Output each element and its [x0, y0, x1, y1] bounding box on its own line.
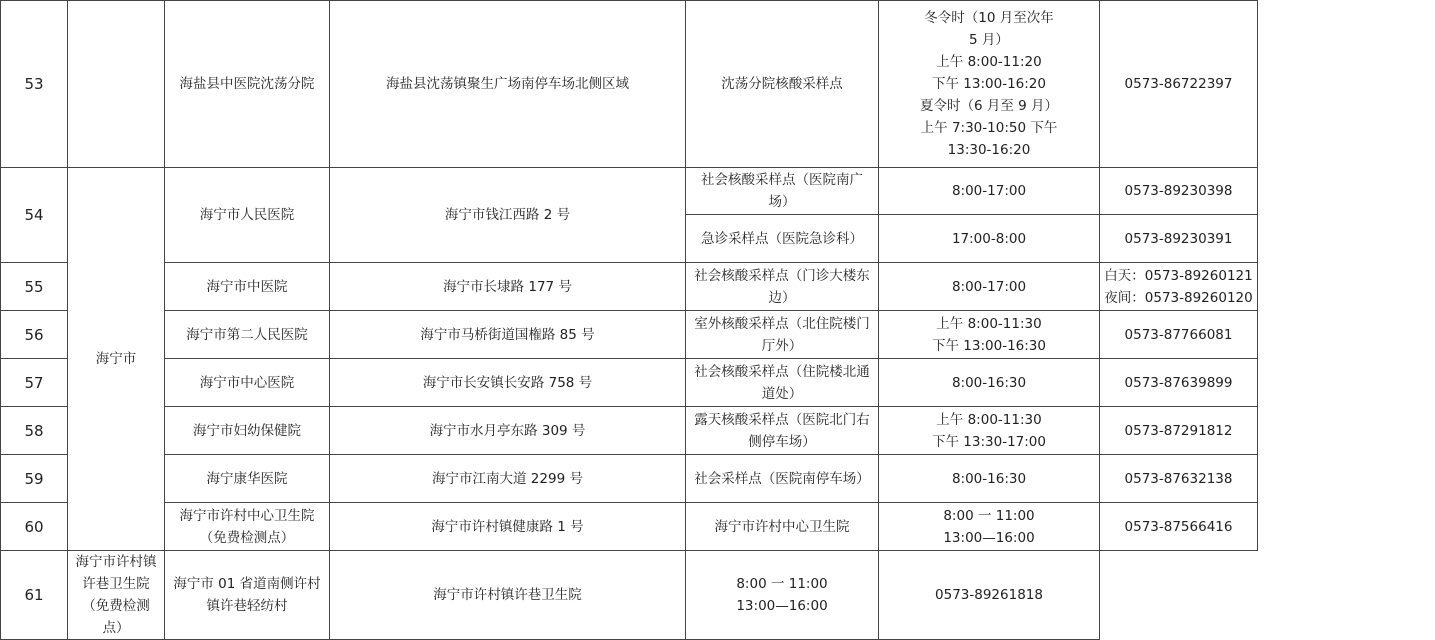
time-cell: [879, 1, 1100, 168]
site-cell: 社会核酸采样点（住院楼北通道处）: [686, 359, 879, 407]
time-cell: [879, 503, 1100, 551]
row-number: 54: [1, 168, 68, 263]
row-number: 56: [1, 311, 68, 359]
city-cell: [68, 1, 165, 168]
hospital-cell: 海宁市许村中心卫生院（免费检测点）: [165, 503, 330, 551]
time-cell: [879, 311, 1100, 359]
time-cell: 17:00-8:00: [879, 215, 1100, 263]
table-row: [1, 407, 1435, 455]
phone-cell: 0573-89261818: [879, 551, 1100, 640]
table-row: [1, 503, 1435, 551]
time-line: 冬令时（10 月至次年: [924, 10, 1054, 26]
time-line: 13:00—16:00: [943, 529, 1035, 546]
time-line: 8:00 一 11:00: [943, 507, 1035, 524]
table-row: [1, 359, 1435, 407]
hospital-cell: 海宁市中心医院: [165, 359, 330, 407]
time-line: 下午 13:00-16:30: [932, 337, 1046, 354]
table-row: [1, 455, 1435, 503]
site-cell: 露天核酸采样点（医院北门右侧停车场）: [686, 407, 879, 455]
time-line: 13:30-16:20: [947, 142, 1031, 158]
site-cell: 沈荡分院核酸采样点: [686, 1, 879, 168]
hospital-cell: 海宁市许村镇许巷卫生院（免费检测点）: [68, 551, 165, 640]
address-cell: 海盐县沈荡镇聚生广场南停车场北侧区域: [330, 1, 686, 168]
time-line: 上午 8:00-11:20: [936, 54, 1042, 70]
table-row: [1, 311, 1435, 359]
phone-cell: 0573-89230391: [1100, 215, 1258, 263]
address-cell: 海宁市 01 省道南侧许村镇许巷轻纺村: [165, 551, 330, 640]
time-cell: [879, 407, 1100, 455]
row-number: 55: [1, 263, 68, 311]
time-line: 下午 13:30-17:00: [932, 433, 1046, 450]
address-cell: 海宁市长安镇长安路 758 号: [330, 359, 686, 407]
time-line: 上午 8:00-11:30: [936, 315, 1042, 332]
time-cell: 8:00-16:30: [879, 359, 1100, 407]
phone-cell: 0573-87639899: [1100, 359, 1258, 407]
phone-cell: 0573-86722397: [1100, 1, 1258, 168]
address-cell: 海宁市马桥街道国権路 85 号: [330, 311, 686, 359]
site-cell: 社会核酸采样点（门诊大楼东边）: [686, 263, 879, 311]
row-number: 53: [1, 1, 68, 168]
phone-cell: 0573-89230398: [1100, 168, 1258, 215]
time-line: 8:00 一 11:00: [736, 576, 828, 592]
row-number: 57: [1, 359, 68, 407]
time-cell: [686, 551, 879, 640]
phone-line: 白天：0573-89260121: [1104, 267, 1253, 284]
site-cell: 海宁市许村镇许巷卫生院: [330, 551, 686, 640]
time-line: 夏令时（6 月至 9 月）: [919, 98, 1059, 114]
phone-cell: [1100, 263, 1258, 311]
table-row: [1, 263, 1435, 311]
table-row: [1, 168, 1435, 215]
address-cell: 海宁市水月亭东路 309 号: [330, 407, 686, 455]
address-cell: 海宁市江南大道 2299 号: [330, 455, 686, 503]
phone-cell: 0573-87766081: [1100, 311, 1258, 359]
site-cell: 社会核酸采样点（医院南广场）: [686, 168, 879, 215]
time-line: 5 月）: [969, 32, 1009, 48]
hospital-cell: 海宁市妇幼保健院: [165, 407, 330, 455]
address-cell: 海宁市钱江西路 2 号: [330, 168, 686, 263]
table-row: [1, 1, 1435, 168]
time-line: 上午 8:00-11:30: [936, 411, 1042, 428]
site-cell: 急诊采样点（医院急诊科）: [686, 215, 879, 263]
hospital-cell: 海宁市人民医院: [165, 168, 330, 263]
site-cell: 海宁市许村中心卫生院: [686, 503, 879, 551]
site-cell: 室外核酸采样点（北住院楼门厅外）: [686, 311, 879, 359]
hospital-cell: 海宁市中医院: [165, 263, 330, 311]
time-line: 下午 13:00-16:20: [932, 76, 1046, 92]
time-cell: 8:00-17:00: [879, 263, 1100, 311]
time-cell: 8:00-17:00: [879, 168, 1100, 215]
phone-line: 夜间：0573-89260120: [1104, 289, 1253, 306]
phone-cell: 0573-87566416: [1100, 503, 1258, 551]
time-line: 上午 7:30-10:50 下午: [920, 120, 1058, 136]
address-cell: 海宁市长埭路 177 号: [330, 263, 686, 311]
row-number: 59: [1, 455, 68, 503]
hospital-cell: 海宁康华医院: [165, 455, 330, 503]
table-row: [1, 551, 1435, 640]
hospital-cell: 海宁市第二人民医院: [165, 311, 330, 359]
phone-cell: 0573-87291812: [1100, 407, 1258, 455]
city-cell: 海宁市: [68, 168, 165, 551]
row-number: 61: [1, 551, 68, 640]
row-number: 60: [1, 503, 68, 551]
time-cell: 8:00-16:30: [879, 455, 1100, 503]
time-line: 13:00—16:00: [736, 598, 828, 614]
address-cell: 海宁市许村镇健康路 1 号: [330, 503, 686, 551]
site-cell: 社会采样点（医院南停车场）: [686, 455, 879, 503]
hospital-cell: 海盐县中医院沈荡分院: [165, 1, 330, 168]
row-number: 58: [1, 407, 68, 455]
phone-cell: 0573-87632138: [1100, 455, 1258, 503]
